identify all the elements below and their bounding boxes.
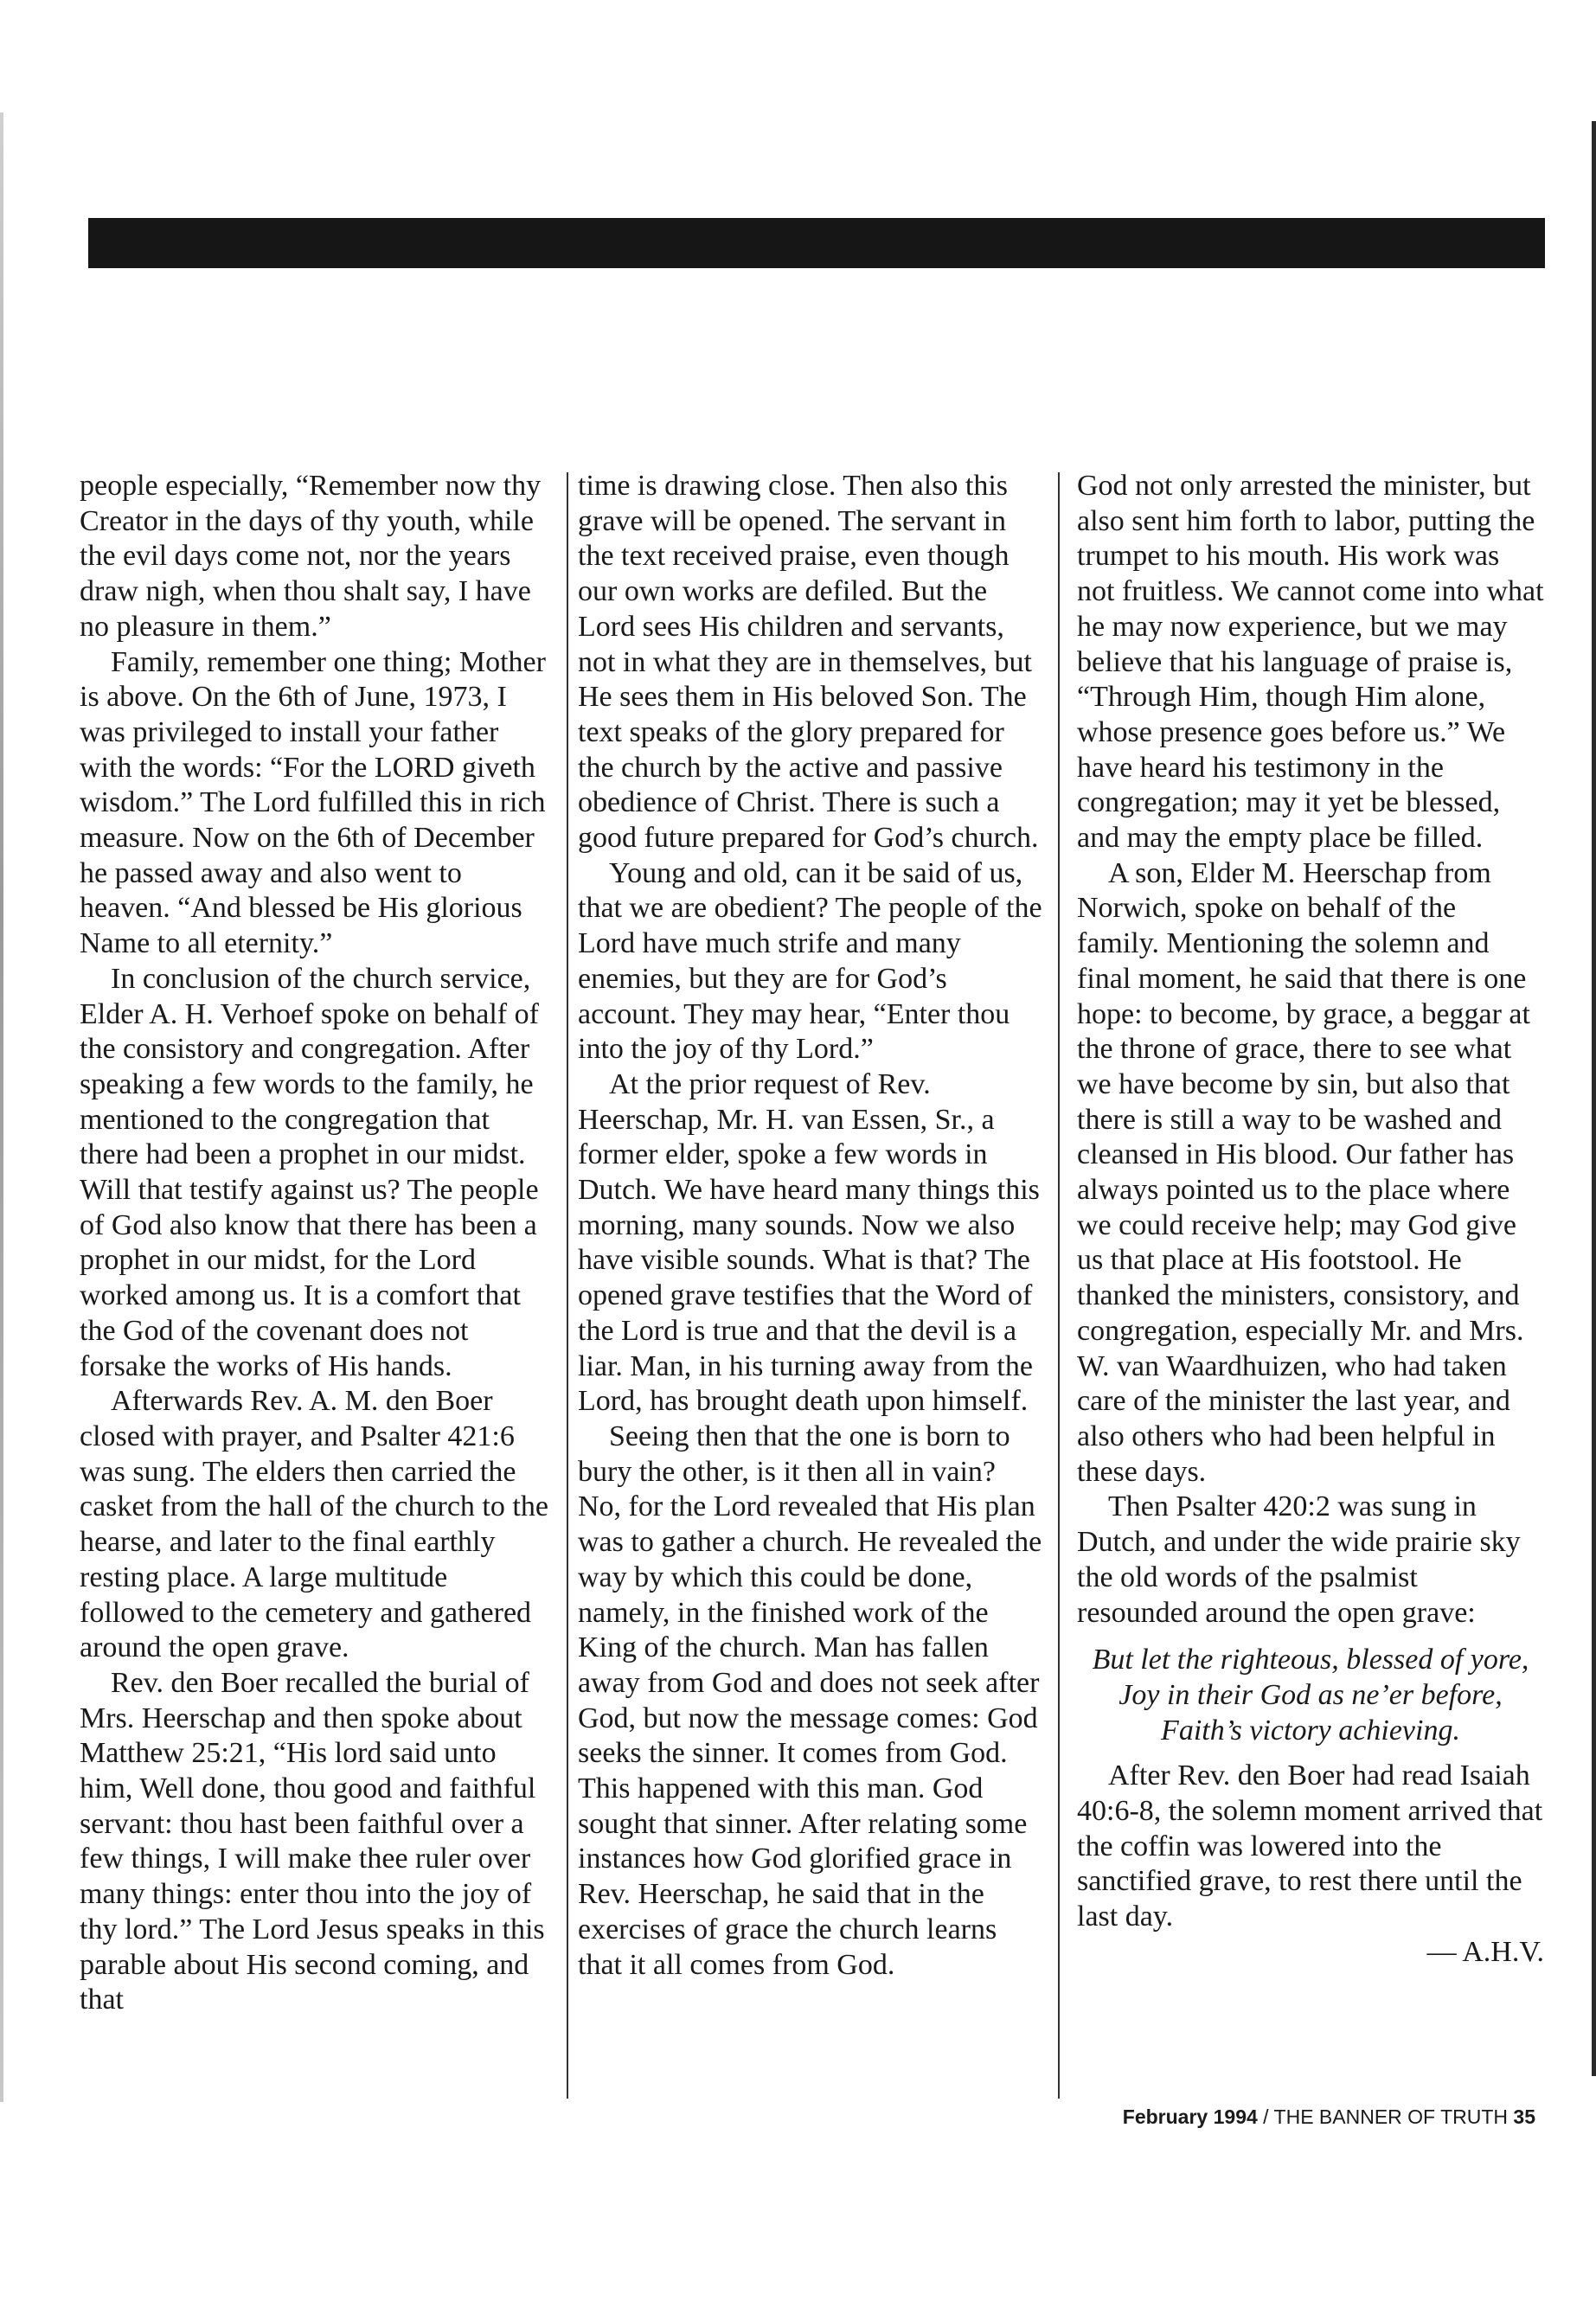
paragraph: God not only arrested the minister, but also sent him forth to labor, putting the trumpet to his mouth. His work was not fruitless. We cannot come into what he may now experience, but we may believe that his language of praise is, “Through Him, though Him alone, whose presence goes before us.” We have heard his testimony in the congregation; may it yet be blessed, and may the empty place be filled. <box>1077 470 1544 855</box>
paragraph: At the prior request of Rev. Heerschap, Mr. H. van Essen, Sr., a former elder, spoke a few words in Dutch. We have heard many things this morning, many sounds. Now we also have visible sounds. What is that? The opened grave testifies that the Word of the Lord is true and that the devil is a liar. Man, in his turning away from the Lord, has brought death upon himself. <box>578 1067 1040 1418</box>
page-edge-left <box>0 112 3 2102</box>
page-number: 35 <box>1513 2106 1535 2128</box>
header-bar <box>88 218 1545 268</box>
paragraph: Then Psalter 420:2 was sung in Dutch, and under the wide prairie sky the old words of the psalmist resounded around the open grave: <box>1077 1490 1521 1629</box>
footer-publication: / THE BANNER OF TRUTH <box>1257 2106 1514 2128</box>
paragraph: people especially, “Remember now thy Creator in the days of thy youth, while the evil days come not, nor the years draw nigh, when thou shalt say, I have no pleasure in them.” <box>80 470 542 643</box>
psalter-verse <box>1077 1643 1544 1748</box>
page-edge-right <box>1592 121 1596 2076</box>
column-rule-2 <box>1058 472 1060 2099</box>
paragraph: In conclusion of the church service, Elder A. H. Verhoef spoke on behalf of the consistory and congregation. After speaking a few words to the family, he mentioned to the congregation that there had been a prophet in our midst. Will that testify against us? The people of God also know that there has been a prophet in our midst, for the Lord worked among us. It is a comfort that the God of the covenant does not forsake the works of His hands. <box>80 962 539 1382</box>
verse-line: Faith’s victory achieving. <box>1161 1714 1460 1747</box>
verse-line: Joy in their God as ne’er before, <box>1118 1678 1503 1711</box>
paragraph: Rev. den Boer recalled the burial of Mrs. Heerschap and then spoke about Matthew 25:21, “His lord said unto him, Well done, thou good and faithful servant: thou hast been faithful over a few things, I will make thee ruler over many things: enter thou into the joy of thy lord.” The Lord Jesus speaks in this parable about His second coming, and that <box>80 1666 545 2016</box>
column-2 <box>578 469 1045 1983</box>
paragraph: Young and old, can it be said of us, that we are obedient? The people of the Lord have much strife and many enemies, but they are for God’s account. They may hear, “Enter thou into the joy of thy Lord.” <box>578 856 1042 1066</box>
page-footer <box>1123 2106 1535 2129</box>
footer-date: February 1994 <box>1122 2106 1258 2128</box>
paragraph: After Rev. den Boer had read Isaiah 40:6-8, the solemn moment arrived that the coffin was lowered into the sanctified grave, to rest there until the last day. <box>1077 1759 1543 1933</box>
paragraph: Afterwards Rev. A. M. den Boer closed with prayer, and Psalter 421:6 was sung. The elders then carried the casket from the hall of the church to the hearse, and later to the final earthly resting place. A large multitude followed to the cemetery and gathered around the open grave. <box>80 1385 548 1664</box>
verse-line: But let the righteous, blessed of yore, <box>1092 1644 1529 1676</box>
column-rule-1 <box>567 472 568 2099</box>
paragraph: Family, remember one thing; Mother is above. On the 6th of June, 1973, I was privileged to install your father with the words: “For the LORD giveth wisdom.” The Lord fulfilled this in rich measure. Now on the 6th of December he passed away and also went to heaven. “And blessed be His glorious Name to all eternity.” <box>80 645 546 960</box>
column-3 <box>1077 469 1544 1971</box>
signature: — A.H.V. <box>1426 1935 1544 1968</box>
paragraph: time is drawing close. Then also this grave will be opened. The servant in the text received praise, even though our own works are defiled. But the Lord sees His children and servants, not in what they are in themselves, but He sees them in His beloved Son. The text speaks of the glory prepared for the church by the active and passive obedience of Christ. There is such a good future prepared for God’s church. <box>578 470 1039 855</box>
column-1 <box>80 469 552 2018</box>
paragraph: A son, Elder M. Heerschap from Norwich, spoke on behalf of the family. Mentioning the solemn and final moment, he said that there is one hope: to become, by grace, a beggar at the throne of grace, there to see what we have become by sin, but also that there is still a way to be washed and cleansed in His blood. Our father has always pointed us to the place where we could receive help; may God give us that place at His footstool. He thanked the ministers, consistory, and congregation, especially Mr. and Mrs. W. van Waardhuizen, who had taken care of the minister the last year, and also others who had been helpful in these days. <box>1077 856 1530 1488</box>
paragraph: Seeing then that the one is born to bury the other, is it then all in vain? No, for the Lord revealed that His plan was to gather a church. He revealed the way by which this could be done, namely, in the finished work of the King of the church. Man has fallen away from God and does not seek after God, but now the message comes: God seeks the sinner. It comes from God. This happened with this man. God sought that sinner. After relating some instances how God glorified grace in Rev. Heerschap, he said that in the exercises of grace the church learns that it all comes from God. <box>578 1420 1042 1981</box>
